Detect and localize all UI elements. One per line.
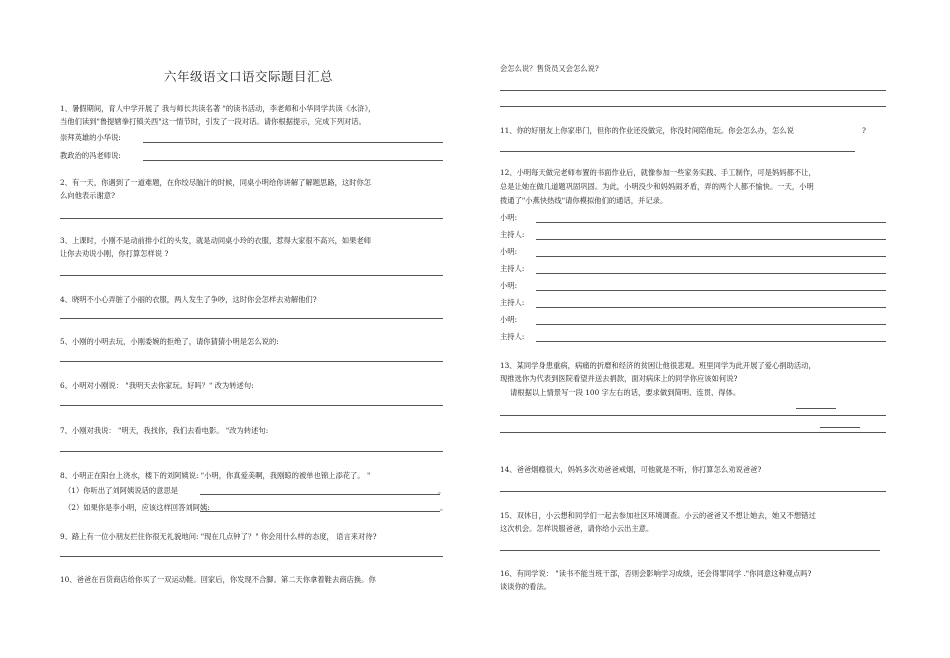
question-15-line-1: 15、双休日，小云想和同学们一起去参加社区环境调查。小云的爸爸又不想让她去，她又不想错过 [500, 511, 816, 520]
question-13-line-3: 请根据以上情景写一段 100 字左右的话，要求做到简明、连贯、得体。 [510, 388, 741, 397]
answer-line[interactable] [200, 494, 440, 495]
answer-line[interactable] [796, 408, 836, 409]
question-12-line-2: 总是让她在做几道题巩固巩固。为此，小明没少和妈妈闹矛盾，弄的两个人都不愉快。一天，小明 [500, 182, 814, 191]
question-10-continued: 会怎么说？售货员又会怎么说? [500, 64, 599, 73]
answer-line[interactable] [200, 511, 440, 512]
answer-line[interactable] [536, 290, 886, 291]
role-label: 小明: [500, 315, 518, 324]
question-10: 10、爸爸在百货商店给你买了一双运动鞋。回家后，你发现不合脚。第二天你拿着鞋去商店换。你 [60, 575, 376, 584]
answer-line[interactable] [500, 90, 886, 91]
answer-line[interactable] [500, 550, 880, 551]
page-title: 六年级语文口语交际题目汇总 [164, 69, 334, 84]
question-13-line-2: 现推选你为代表到医院看望并送去捐款，面对病床上的同学你应该如何说? [500, 374, 738, 383]
question-15-line-2: 这次机会。怎样说服爸爸，请你给小云出主意。 [500, 524, 654, 533]
answer-line[interactable] [820, 427, 860, 428]
answer-line[interactable] [536, 222, 886, 223]
question-3-line-2: 让你去劝说小刚，你打算怎样说 ? [60, 249, 169, 258]
answer-line[interactable] [500, 432, 886, 433]
question-16-line-1: 16、有同学说： "读书不能当班干部，否则会影响学习成绩，还会得罪同学 ."你同意这种观点吗? [500, 569, 812, 578]
answer-line[interactable] [500, 151, 855, 152]
role-label: 小明: [500, 213, 518, 222]
answer-line[interactable] [500, 491, 886, 492]
question-5: 5、小刚的小明去玩，小刚委婉的拒绝了，请你猜猜小明是怎么说的: [60, 337, 279, 346]
question-1-answer-label-2: 教政治的冯老师说: [60, 151, 121, 160]
answer-line[interactable] [60, 451, 443, 452]
answer-line[interactable] [536, 256, 886, 257]
question-2-line-2: 么向他表示谢意? [60, 191, 115, 200]
role-label: 主持人: [500, 230, 525, 239]
answer-line[interactable] [536, 273, 886, 274]
question-4: 4、晓明不小心弄脏了小丽的衣服，两人发生了争吵，这时你会怎样去劝解他们? [60, 295, 317, 304]
role-label: 小明: [500, 281, 518, 290]
question-12-line-1: 12、小明每天做完老师布置的书面作业后，就像参加一些家务实践、手工制作，可是妈妈都不让， [500, 168, 816, 177]
answer-line[interactable] [500, 415, 886, 416]
question-14: 14、爸爸烟瘾很大，妈妈多次劝爸爸戒烟，可他就是不听，你打算怎么劝说爸爸? [500, 465, 762, 474]
answer-line[interactable] [60, 275, 443, 276]
answer-line[interactable] [60, 361, 443, 362]
question-11: 11、你的好朋友上你家串门，但你的作业还没做完，你没时间陪他玩。你会怎么办，怎么说 [500, 126, 794, 135]
answer-line[interactable] [60, 405, 443, 406]
question-2-line-1: 2、有一天，你遇到了一道难题，在你绞尽脑汁的时候，同桌小明给你讲解了解题思路，这时你怎 [60, 178, 372, 187]
question-16-line-2: 谈谈你的看法。 [500, 582, 552, 591]
question-12-line-3: 拨通了"小燕快热线"请你模拟他们的通话，并记录。 [500, 196, 668, 205]
question-8-sub-2: （2）如果你是李小明，应该这样回答刘阿姨: [64, 503, 210, 512]
question-1-line-2: 当他们读到"鲁提辖拳打镇关西"这一情节时，引发了一段对话。请你根据提示，完成下列对话。 [60, 117, 366, 126]
question-6: 6、小明对小刚说： "我明天去你家玩。好吗？" 改为转述句: [60, 381, 254, 390]
answer-line[interactable] [500, 106, 886, 107]
answer-line[interactable] [536, 324, 886, 325]
question-11-mark: ? [862, 126, 866, 135]
role-label: 主持人: [500, 298, 525, 307]
question-1-line-1: 1、暑假期间，育人中学开展了 我与师长共读名著 "的读书活动，李老师和小华同学共读《水浒》， [60, 104, 376, 113]
question-8-line-1: 8、小明正在阳台上浇水，楼下的刘阿姨说: "小明，你真爱美啊，我刚晾的被单也锦上添花了。 " [60, 471, 371, 480]
question-7: 7、小刚对我说： "明天，我找你，我们去看电影。 "改为转述句: [60, 426, 269, 435]
answer-line[interactable] [536, 341, 886, 342]
answer-line[interactable] [536, 307, 886, 308]
answer-line[interactable] [143, 142, 443, 143]
role-label: 小明: [500, 247, 518, 256]
question-8-end-1: 。 [438, 486, 446, 495]
answer-line[interactable] [60, 218, 443, 219]
answer-line[interactable] [60, 318, 443, 319]
answer-line[interactable] [536, 239, 886, 240]
answer-line[interactable] [143, 160, 443, 161]
question-9: 9、路上有一位小朋友拦住你很无礼貌地问: "现在几点钟了？" 你会用什么样的态度， 语言来对待? [60, 532, 377, 541]
question-3-line-1: 3、上课时，小刚不是动前排小红的头发，就是动同桌小玲的衣服，惹得大家很不高兴，如果老师 [60, 236, 372, 245]
question-8-end-2: 。 [440, 503, 448, 512]
question-1-answer-label-1: 崇拜英雄的小华说: [60, 133, 121, 142]
question-13-line-1: 13、某同学身患重病，病痛的折磨和经济的贫困让他很悲观。班里同学为此开展了爱心捐助活动， [500, 361, 816, 370]
role-label: 主持人: [500, 332, 525, 341]
question-8-sub-1: （1）你听出了刘阿姨说话的意思是 [64, 486, 179, 495]
role-label: 主持人: [500, 264, 525, 273]
answer-line[interactable] [60, 556, 443, 557]
